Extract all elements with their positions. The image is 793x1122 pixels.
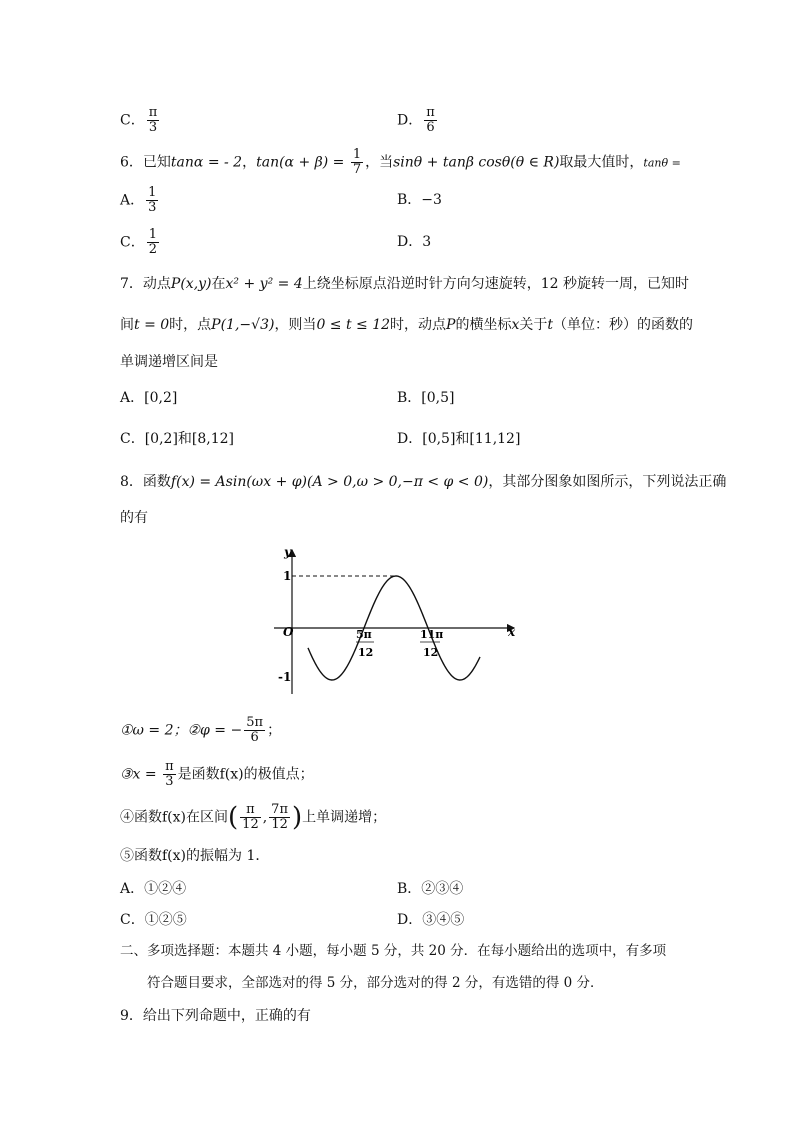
- y-min-label: -1: [278, 670, 292, 684]
- q7-option-a: A．[0,2]: [120, 390, 178, 406]
- q8-statement-4: ④函数f(x)在区间( $\frac{\pi}{12}$ , $\frac{7\pi}{12}$ )上单调递增；: [120, 802, 387, 833]
- q7-option-d: D．[0,5]和[11,12]: [397, 431, 521, 447]
- q7-option-c: C．[0,2]和[8,12]: [120, 431, 235, 447]
- q5-option-c-fraction: $\frac{\pi}{3}$: [148, 105, 158, 135]
- section-2-instructions-line1: 二、多项选择题：本题共 4 小题，每小题 5 分，共 20 分．在每小题给出的选项中，有多项: [120, 943, 667, 959]
- x-axis-label: x: [508, 625, 516, 639]
- tick-label-11pi-num: 11π: [420, 628, 444, 641]
- y-axis-label: y: [284, 545, 291, 559]
- section-2-instructions-line2: 符合题目要求，全部选对的得 5 分，部分选对的得 2 分，有选错的得 0 分．: [147, 975, 604, 991]
- q8-stem-line2: 的有: [120, 510, 148, 526]
- q8-statement-3: ③x = $\frac{\pi}{3}$ 是函数f(x)的极值点；: [120, 759, 314, 789]
- q5-option-d: D． $\frac{\pi}{6}$: [397, 105, 435, 135]
- q8-statement-1-2: ①ω = 2；②φ = − $\frac{5\pi}{6}$ ；: [120, 715, 282, 745]
- q8-option-d: D．③④⑤: [397, 912, 465, 928]
- q6-option-d: D．3: [397, 234, 432, 250]
- sine-graph: [270, 544, 530, 704]
- q8-stem-line1: 8．函数f(x) = Asin(ωx + φ)(A > 0,ω > 0,−π < φ < 0)，其部分图象如图所示，下列说法正确: [120, 474, 727, 490]
- origin-label: O: [283, 625, 294, 639]
- q7-stem-line1: 7．动点P(x,y)在x² + y² = 4上绕坐标原点沿逆时针方向匀速旋转，12 秒旋转一周，已知时: [120, 276, 689, 292]
- q7-stem-line2: 间t = 0时，点P(1,−√3)，则当0 ≤ t ≤ 12时，动点P的横坐标x关于t（单位：秒）的函数的: [120, 317, 694, 333]
- q8-option-b: B．②③④: [397, 881, 464, 897]
- q6-option-b: B．−3: [397, 192, 442, 208]
- q6-stem: 6．已知tanα = - 2，tan(α + β) = $\frac{1}{7}$ ，当sinθ + tanβ cosθ(θ ∈ R)取最大值时，tanθ =: [120, 147, 681, 177]
- tick-label-5pi-num: 5π: [356, 628, 372, 641]
- tick-label-11pi-den: 12: [423, 646, 439, 659]
- tick-label-5pi-den: 12: [358, 646, 374, 659]
- q9-stem: 9．给出下列命题中，正确的有: [120, 1008, 311, 1024]
- q7-stem-line3: 单调递增区间是: [120, 354, 218, 370]
- q5-option-c: C． $\frac{\pi}{3}$: [120, 105, 158, 135]
- q8-statement-5: ⑤函数f(x)的振幅为 1．: [120, 848, 270, 864]
- q6-option-a: A． $\frac{1}{3}$: [120, 185, 157, 215]
- q6-fraction: $\frac{1}{7}$: [352, 147, 362, 177]
- q8-option-c: C．①②⑤: [120, 912, 187, 928]
- y-max-label: 1: [283, 569, 292, 583]
- q6-option-c: C． $\frac{1}{2}$: [120, 227, 157, 257]
- q8-option-a: A．①②④: [120, 881, 187, 897]
- q7-option-b: B．[0,5]: [397, 390, 455, 406]
- q5-option-d-fraction: $\frac{\pi}{6}$: [426, 105, 435, 135]
